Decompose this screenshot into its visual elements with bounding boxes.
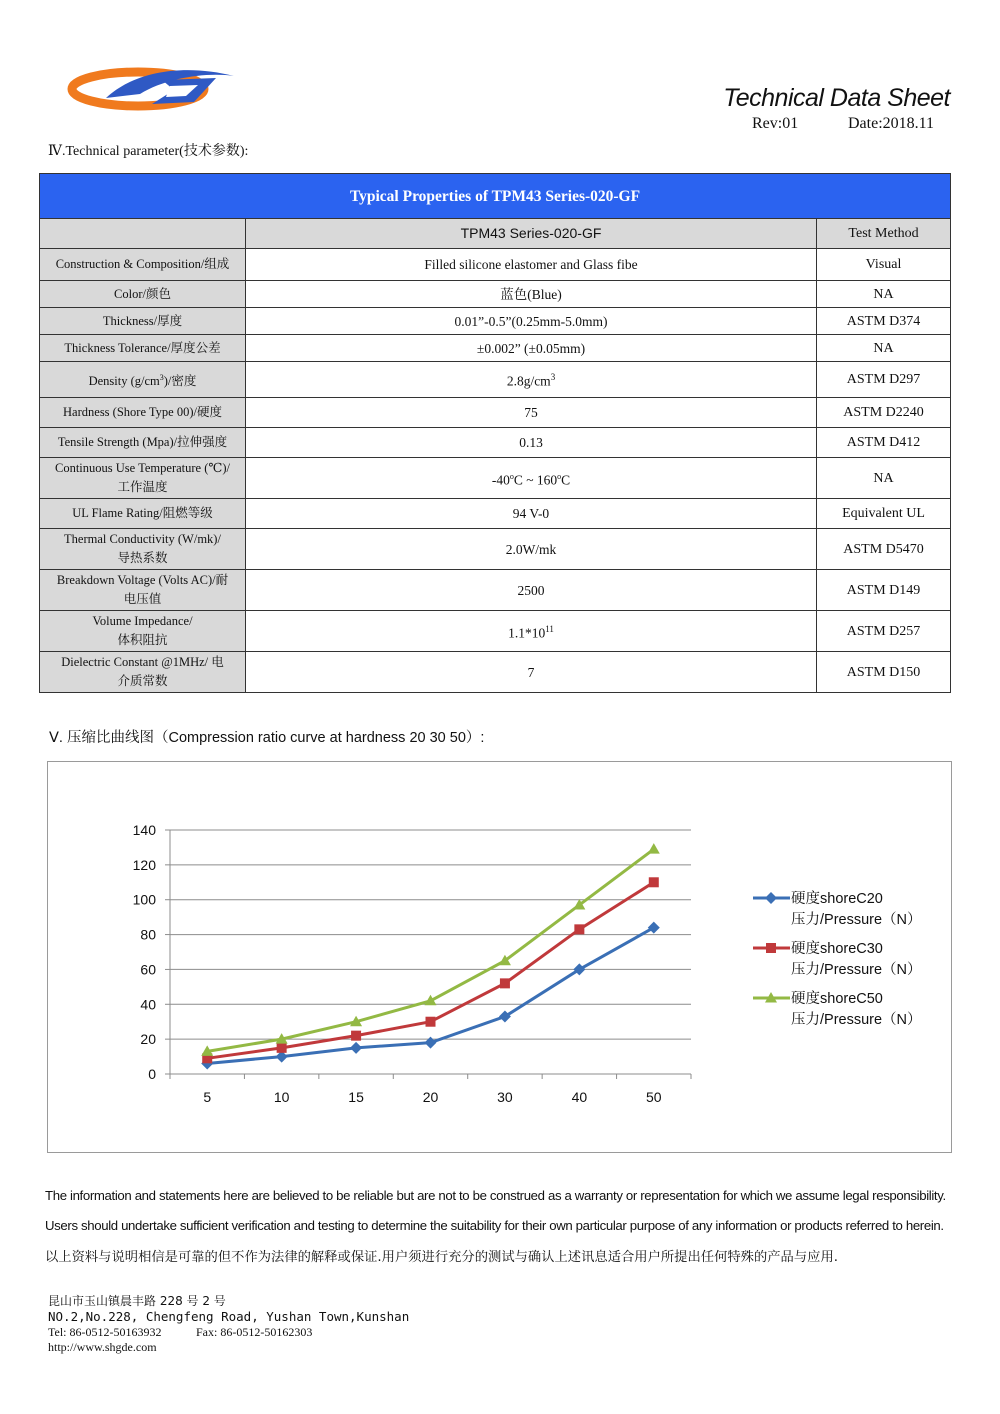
table-banner-row — [40, 174, 951, 219]
name-line-1: Volume Impedance/ — [92, 614, 193, 628]
property-name: Tensile Strength (Mpa)/拉伸强度 — [40, 428, 246, 458]
property-value: 0.13 — [246, 428, 817, 458]
data-point — [766, 943, 776, 953]
table-row — [40, 499, 951, 529]
y-tick-label: 60 — [140, 961, 156, 978]
property-method: ASTM D2240 — [817, 398, 951, 428]
property-value: 蓝色(Blue) — [246, 281, 817, 308]
chart-frame — [47, 761, 952, 1153]
name-line-2: 电压值 — [123, 592, 162, 606]
data-point — [426, 1017, 436, 1027]
y-tick-label: 140 — [132, 822, 156, 838]
header-test-method: Test Method — [817, 219, 951, 249]
name-line-2: 工作温度 — [117, 480, 168, 494]
property-method: ASTM D149 — [817, 570, 951, 611]
name-line-2: 导热系数 — [117, 551, 168, 565]
address-english: NO.2,No.228, Chengfeng Road, Yushan Town,Kunshan — [48, 1309, 410, 1324]
impedance-value-pre: 1.1*10 — [508, 625, 546, 641]
table-row — [40, 529, 951, 570]
property-method: ASTM D5470 — [817, 529, 951, 570]
legend-label: 硬度shoreC20 — [791, 891, 883, 907]
data-point — [649, 877, 659, 887]
property-method: ASTM D297 — [817, 362, 951, 398]
legend-label-unit: 压力/Pressure（N） — [791, 1012, 922, 1028]
property-name: Thickness Tolerance/厚度公差 — [40, 335, 246, 362]
name-line-2: 体积阻抗 — [117, 633, 168, 647]
x-tick-label: 50 — [645, 1089, 662, 1105]
property-name — [40, 652, 246, 693]
y-tick-label: 0 — [148, 1066, 156, 1082]
address-chinese: 昆山市玉山镇晨丰路 228 号 2 号 — [48, 1294, 226, 1308]
x-tick-label: 15 — [348, 1089, 364, 1105]
compression-chart — [48, 762, 951, 1152]
y-tick-label: 120 — [132, 856, 156, 873]
name-line-1: Thermal Conductivity (W/mk)/ — [64, 532, 221, 546]
property-value: 75 — [246, 398, 817, 428]
table-row — [40, 362, 951, 398]
property-value: 2.0W/mk — [246, 529, 817, 570]
data-point — [765, 892, 777, 904]
property-method: Visual — [817, 249, 951, 281]
revision-date: Date:2018.11 — [848, 115, 935, 132]
section-title-technical-parameter: Ⅳ.Technical parameter(技术参数): — [48, 144, 249, 159]
property-method: ASTM D150 — [817, 652, 951, 693]
x-tick-label: 20 — [422, 1089, 439, 1105]
property-name — [40, 570, 246, 611]
property-value: 94 V-0 — [246, 499, 817, 529]
telephone: Tel: 86-0512-50163932 — [48, 1325, 162, 1339]
x-tick-label: 30 — [497, 1089, 513, 1105]
document-title: Technical Data Sheet — [723, 84, 950, 112]
table-row — [40, 398, 951, 428]
table-row — [40, 652, 951, 693]
property-name — [40, 529, 246, 570]
temp-low: -40 — [491, 472, 510, 488]
properties-table — [39, 173, 951, 693]
table-row — [40, 308, 951, 335]
property-name: UL Flame Rating/阻燃等级 — [40, 499, 246, 529]
property-value — [246, 611, 817, 652]
degree-sup: o — [557, 471, 562, 481]
degree-sup: o — [509, 471, 514, 481]
property-method: ASTM D257 — [817, 611, 951, 652]
density-value-pre: 2.8g/cm — [506, 373, 551, 389]
density-name-post: )/密度 — [163, 374, 197, 389]
temp-unit: C — [561, 472, 571, 488]
disclaimer-line-1: The information and statements here are believed to be reliable but are not to be construed as a warranty or representation for which we assume legal responsibility. — [45, 1188, 946, 1203]
property-method: ASTM D374 — [817, 308, 951, 335]
table-row — [40, 570, 951, 611]
data-point — [350, 1042, 362, 1054]
disclaimer-line-2: Users should undertake sufficient verification and testing to determine the suitability for their own particular purpose of any information or products referred to herein. — [45, 1218, 944, 1233]
property-value: 7 — [246, 652, 817, 693]
company-logo — [66, 58, 242, 114]
y-tick-label: 20 — [140, 1031, 156, 1048]
data-point — [351, 1031, 361, 1041]
name-line-1: Continuous Use Temperature (℃)/ — [55, 461, 230, 475]
property-name — [40, 362, 246, 398]
name-line-2: 介质常数 — [117, 674, 168, 688]
website-link[interactable]: http://www.shgde.com — [48, 1340, 157, 1354]
data-point — [648, 922, 660, 934]
y-tick-label: 100 — [132, 891, 156, 908]
header-blank — [40, 219, 246, 249]
y-tick-label: 40 — [140, 996, 156, 1013]
x-tick-label: 5 — [203, 1089, 212, 1105]
data-point — [574, 924, 584, 934]
property-name — [40, 458, 246, 499]
legend-label: 硬度shoreC30 — [791, 941, 883, 957]
property-name: Color/颜色 — [40, 281, 246, 308]
density-value-sup: 3 — [550, 372, 556, 383]
data-point — [648, 843, 660, 854]
data-point — [277, 1043, 287, 1053]
table-row — [40, 249, 951, 281]
property-value — [246, 362, 817, 398]
property-method: Equivalent UL — [817, 499, 951, 529]
fax: Fax: 86-0512-50162303 — [196, 1325, 313, 1339]
series-line — [207, 882, 654, 1058]
y-tick-label: 80 — [140, 926, 156, 943]
property-value — [246, 458, 817, 499]
table-row — [40, 428, 951, 458]
property-name: Construction & Composition/组成 — [40, 249, 246, 281]
property-value: ±0.002” (±0.05mm) — [246, 335, 817, 362]
property-method: NA — [817, 281, 951, 308]
section-title-compression-curve: Ⅴ. 压缩比曲线图（Compression ratio curve at hardness 20 30 50）: — [49, 730, 485, 746]
density-name-pre: Density (g/cm — [88, 374, 160, 389]
table-banner: Typical Properties of TPM43 Series-020-GF — [40, 174, 951, 219]
property-method: NA — [817, 458, 951, 499]
property-name: Thickness/厚度 — [40, 308, 246, 335]
table-row — [40, 281, 951, 308]
property-value: Filled silicone elastomer and Glass fibe — [246, 249, 817, 281]
impedance-value-sup: 11 — [545, 623, 554, 634]
property-value: 2500 — [246, 570, 817, 611]
table-header-row — [40, 219, 951, 249]
name-line-1: Dielectric Constant @1MHz/ 电 — [61, 655, 224, 669]
property-value: 0.01”-0.5”(0.25mm-5.0mm) — [246, 308, 817, 335]
density-name-sup: 3 — [159, 372, 164, 382]
header-product: TPM43 Series-020-GF — [246, 219, 817, 249]
x-tick-label: 10 — [273, 1089, 290, 1105]
property-name — [40, 611, 246, 652]
data-point — [425, 1037, 437, 1049]
property-method: ASTM D412 — [817, 428, 951, 458]
property-method: NA — [817, 335, 951, 362]
legend-label: 硬度shoreC50 — [791, 991, 883, 1007]
x-tick-label: 40 — [571, 1089, 588, 1105]
data-point — [500, 978, 510, 988]
property-name: Hardness (Shore Type 00)/硬度 — [40, 398, 246, 428]
name-line-1: Breakdown Voltage (Volts AC)/耐 — [56, 573, 229, 587]
table-row — [40, 458, 951, 499]
temp-mid: C ~ 160 — [513, 472, 558, 488]
legend-label-unit: 压力/Pressure（N） — [791, 962, 922, 978]
table-row — [40, 611, 951, 652]
legend-label-unit: 压力/Pressure（N） — [791, 912, 922, 928]
disclaimer-line-3: 以上资料与说明相信是可靠的但不作为法律的解释或保证.用户须进行充分的测试与确认上述讯息适合用户所提出任何特殊的产品与应用. — [45, 1250, 838, 1265]
table-row — [40, 335, 951, 362]
revision: Rev:01 — [752, 115, 799, 132]
